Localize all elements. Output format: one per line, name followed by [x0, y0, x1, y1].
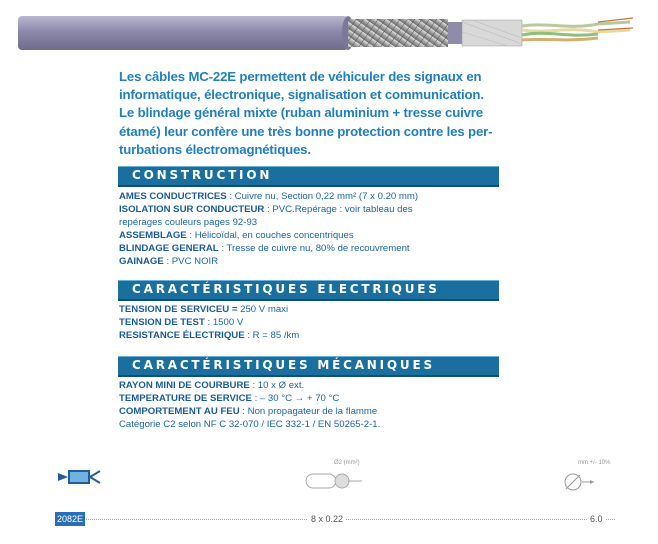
spec-value: : PVC NOIR — [163, 255, 219, 267]
spec-value: : R = 85 /km — [244, 329, 300, 341]
spec-label: RESISTANCE ÉLECTRIQUE — [119, 329, 245, 341]
spec-label: COMPORTEMENT AU FEU — [119, 405, 240, 417]
spec-label: TENSION DE TEST — [119, 316, 205, 328]
spec-line — [119, 191, 509, 204]
section-title: CONSTRUCTION — [132, 168, 273, 182]
spec-value: : 10 x Ø ext. — [249, 380, 305, 391]
spec-line — [119, 256, 509, 269]
spec-value: : Hélicoïdal, en couches concentriques — [186, 229, 354, 241]
spec-value: 250 V maxi — [240, 304, 289, 315]
conductor-section: 8 x 0.22 — [308, 512, 346, 526]
spec-line — [119, 243, 509, 256]
shielded-cable-icon — [18, 10, 638, 56]
spec-label: GAINAGE — [119, 255, 164, 267]
spec-line — [119, 204, 509, 217]
product-code-badge: 2082E — [56, 514, 84, 524]
description-line: étamé) leur confère une très bonne protection contre les per- — [119, 123, 493, 139]
spec-label: AMES CONDUCTRICES — [119, 191, 227, 202]
electrical-header — [118, 280, 499, 301]
description-line: informatique, électronique, signalisation et communication. — [119, 87, 484, 103]
outer-diameter: 6.0 — [587, 512, 606, 526]
description-line: Les câbles MC-22E permettent de véhiculer des signaux en — [119, 69, 482, 84]
spec-value: Catégorie C2 selon NF C 32-070 / IEC 332-1 / EN 50265-2-1. — [119, 418, 381, 430]
spec-label: ASSEMBLAGE — [119, 229, 187, 241]
electrical-specs — [119, 304, 509, 343]
spec-line — [119, 393, 509, 406]
spec-line — [119, 380, 509, 393]
construction-header — [118, 166, 499, 187]
spec-label: ISOLATION SUR CONDUCTEUR — [119, 203, 265, 215]
spec-line — [119, 330, 509, 343]
section-title: CARACTÉRISTIQUES ELECTRIQUES — [132, 282, 440, 296]
spec-label: TENSION DE SERVICEU = — [119, 304, 241, 315]
description-line: Le blindage général mixte (ruban aluminium + tresse cuivre — [119, 105, 483, 121]
outer-diameter-icon — [562, 466, 596, 494]
spec-label: TEMPERATURE DE SERVICE — [119, 392, 252, 404]
description-line: turbations électromagnétiques. — [119, 141, 311, 157]
spec-line — [119, 230, 509, 243]
spec-value: : Cuivre nu, Section 0,22 mm² (7 x 0.20 mm) — [226, 191, 419, 202]
spec-value: : – 30 °C → + 70 °C — [251, 392, 340, 404]
diameter-icon-label: mm +/- 10% — [578, 460, 611, 466]
spec-value: : Tresse de cuivre nu, 80% de recouvrement — [218, 242, 410, 254]
spec-value: repérages couleurs pages 92-93 — [119, 216, 258, 228]
spec-value: : PVC.Repérage : voir tableau des — [264, 203, 413, 215]
spec-line — [119, 304, 509, 317]
spec-label: BLINDAGE GENERAL — [119, 242, 219, 254]
mechanical-header — [118, 356, 499, 377]
product-description — [119, 68, 509, 159]
spec-label: RAYON MINI DE COURBURE — [119, 380, 250, 391]
spec-value: : 1500 V — [204, 316, 244, 328]
construction-specs — [119, 191, 509, 268]
spec-line — [119, 406, 509, 419]
spec-line — [119, 419, 509, 432]
spec-line — [119, 217, 509, 230]
section-title: CARACTÉRISTIQUES MÉCANIQUES — [132, 358, 435, 372]
section-icon-label: Ø2 (mm²) — [334, 460, 360, 466]
mechanical-specs — [119, 380, 509, 432]
spec-line — [119, 317, 509, 330]
cable-end-icon — [56, 464, 102, 490]
spec-value: : Non propagateur de la flamme — [239, 405, 378, 417]
